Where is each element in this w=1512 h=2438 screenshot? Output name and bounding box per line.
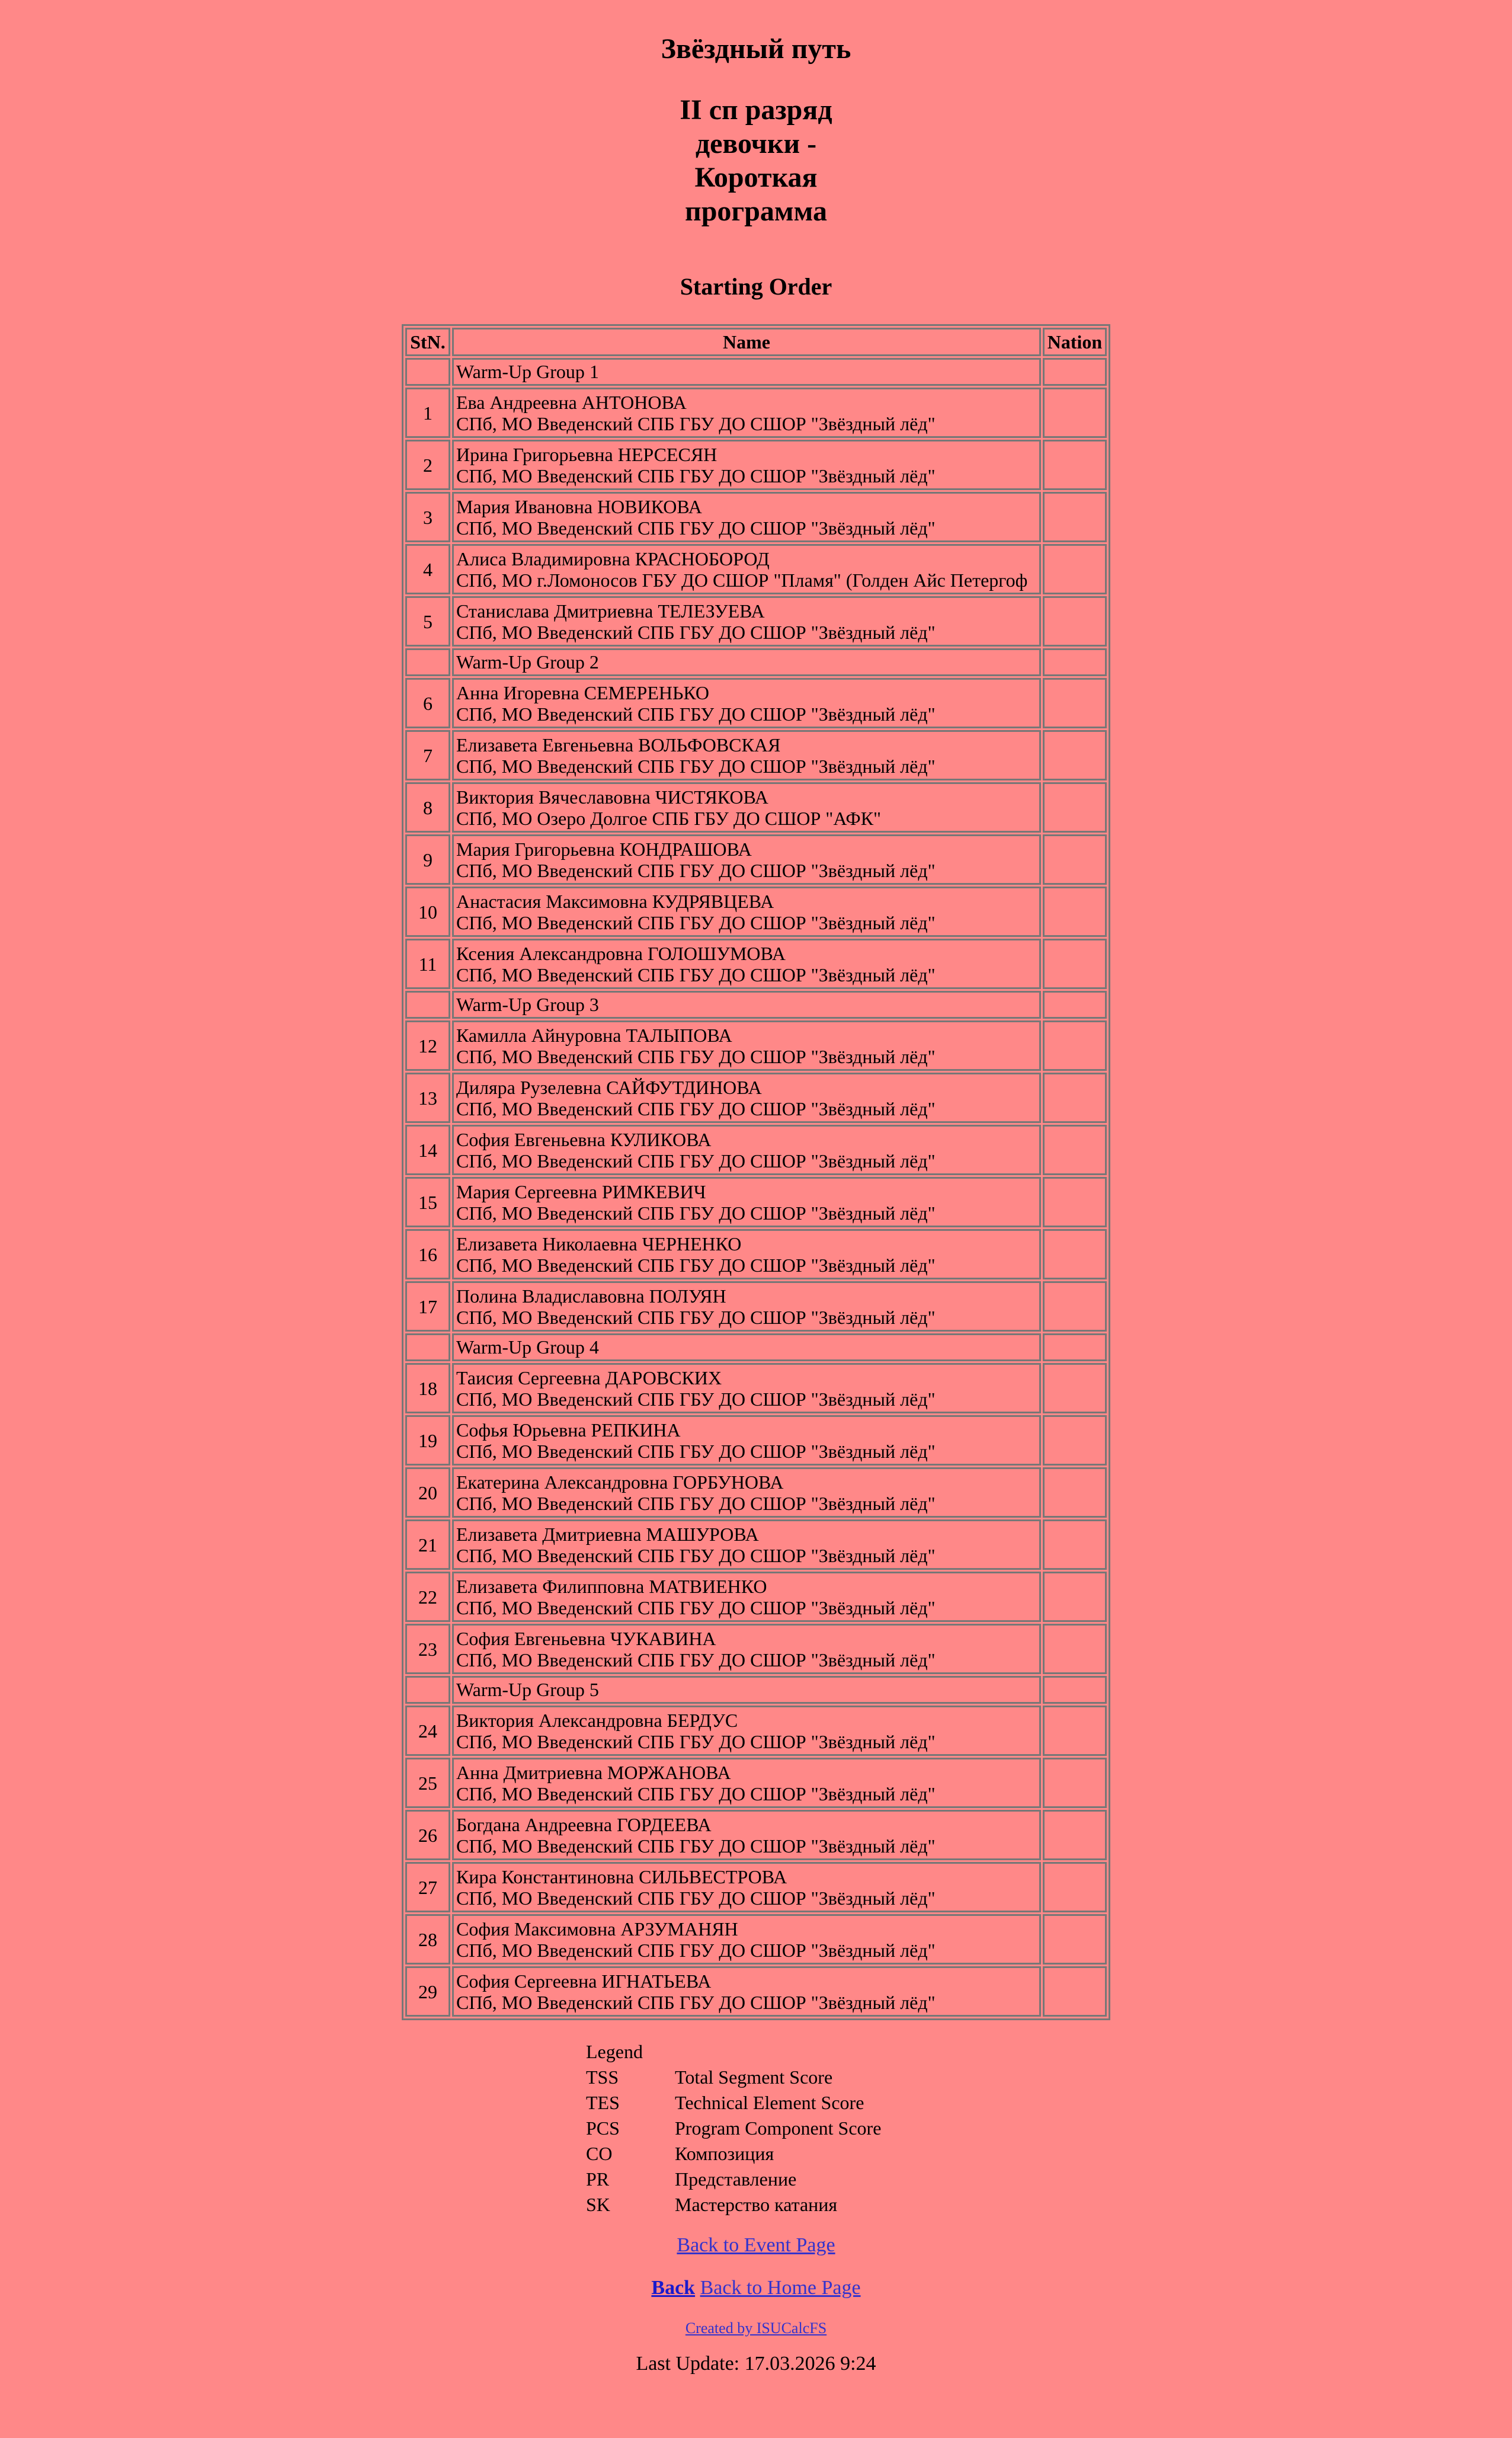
skater-club: СПб, МО Введенский СПБ ГБУ ДО СШОР "Звёздный лёд": [456, 1887, 936, 1909]
skater-name: Елизавета Филипповна МАТВИЕНКО: [456, 1575, 767, 1597]
nation-cell: [1043, 1966, 1107, 2017]
warmup-group-row: [405, 648, 1107, 676]
skater-cell: [452, 1914, 1041, 1965]
table-row: [405, 1624, 1107, 1674]
starting-number: 12: [405, 1020, 450, 1071]
table-row: [405, 782, 1107, 833]
skater-name: София Евгеньевна ЧУКАВИНА: [456, 1627, 716, 1649]
skater-name: София Евгеньевна КУЛИКОВА: [456, 1128, 712, 1150]
nation-cell: [1043, 1281, 1107, 1332]
table-row: [405, 1363, 1107, 1413]
skater-club: СПб, МО Введенский СПБ ГБУ ДО СШОР "Звёздный лёд": [456, 1649, 936, 1671]
skater-cell: [452, 1572, 1041, 1622]
skater-name: Мария Григорьевна КОНДРАШОВА: [456, 838, 752, 860]
nation-cell: [1043, 1125, 1107, 1175]
starting-number: 8: [405, 782, 450, 833]
skater-cell: [452, 1363, 1041, 1413]
skater-name: София Сергеевна ИГНАТЬЕВА: [456, 1970, 712, 1992]
warmup-group-row: [405, 1333, 1107, 1361]
table-row: [405, 1914, 1107, 1965]
starting-number: 17: [405, 1281, 450, 1332]
table-row: [405, 492, 1107, 542]
legend-desc: Представление: [675, 2168, 797, 2190]
skater-name: Анастасия Максимовна КУДРЯВЦЕВА: [456, 890, 774, 912]
table-row: [405, 544, 1107, 594]
skater-name: Ирина Григорьевна НЕРСЕСЯН: [456, 443, 717, 465]
skater-cell: [452, 544, 1041, 594]
skater-name: Анна Игоревна СЕМЕРЕНЬКО: [456, 682, 710, 703]
table-row: [405, 1415, 1107, 1466]
skater-club: СПб, МО Введенский СПБ ГБУ ДО СШОР "Звёздный лёд": [456, 755, 936, 777]
starting-order-table: [402, 324, 1110, 2020]
skater-name: Виктория Александровна БЕРДУС: [456, 1709, 738, 1731]
header-stn: StN.: [405, 328, 450, 356]
starting-number: 21: [405, 1519, 450, 1570]
last-update: Last Update: 17.03.2026 9:24: [636, 2353, 876, 2375]
skater-club: СПб, МО Введенский СПБ ГБУ ДО СШОР "Звёздный лёд": [456, 1098, 936, 1119]
legend-item: [586, 2090, 894, 2116]
event-title: Звёздный путь: [661, 33, 851, 65]
starting-number: 28: [405, 1914, 450, 1965]
skater-cell: [452, 596, 1041, 647]
skater-name: Диляра Рузелевна САЙФУТДИНОВА: [456, 1076, 762, 1098]
starting-number: 18: [405, 1363, 450, 1413]
group-nation-cell: [1043, 648, 1107, 676]
skater-name: Станислава Дмитриевна ТЕЛЕЗУЕВА: [456, 600, 765, 622]
group-label: Warm-Up Group 1: [452, 358, 1041, 386]
table-row: [405, 834, 1107, 885]
starting-number: 16: [405, 1229, 450, 1279]
skater-cell: [452, 1020, 1041, 1071]
starting-number: 11: [405, 939, 450, 989]
skater-cell: [452, 1415, 1041, 1466]
nation-cell: [1043, 1177, 1107, 1227]
skater-name: Елизавета Николаевна ЧЕРНЕНКО: [456, 1233, 742, 1255]
skater-club: СПб, МО Введенский СПБ ГБУ ДО СШОР "Звёздный лёд": [456, 1150, 936, 1172]
group-nation-cell: [1043, 358, 1107, 386]
legend-abbr: PR: [586, 2168, 610, 2190]
starting-number: 22: [405, 1572, 450, 1622]
legend-item: [586, 2192, 894, 2218]
table-row: [405, 1810, 1107, 1860]
skater-name: София Максимовна АРЗУМАНЯН: [456, 1918, 738, 1940]
starting-number: 19: [405, 1415, 450, 1466]
skater-club: СПб, МО Введенский СПБ ГБУ ДО СШОР "Звёздный лёд": [456, 964, 936, 986]
table-row: [405, 1229, 1107, 1279]
nation-cell: [1043, 1519, 1107, 1570]
group-label: Warm-Up Group 4: [452, 1333, 1041, 1361]
nation-cell: [1043, 1363, 1107, 1413]
table-row: [405, 1862, 1107, 1912]
skater-club: СПб, МО Введенский СПБ ГБУ ДО СШОР "Звёздный лёд": [456, 1440, 936, 1462]
group-label: Warm-Up Group 2: [452, 648, 1041, 676]
skater-cell: [452, 440, 1041, 490]
warmup-group-row: [405, 1676, 1107, 1704]
table-row: [405, 678, 1107, 728]
nation-cell: [1043, 782, 1107, 833]
skater-club: СПб, МО Введенский СПБ ГБУ ДО СШОР "Звёздный лёд": [456, 911, 936, 933]
nation-cell: [1043, 440, 1107, 490]
skater-club: СПб, МО Введенский СПБ ГБУ ДО СШОР "Звёздный лёд": [456, 1045, 936, 1067]
starting-number: 7: [405, 730, 450, 780]
skater-cell: [452, 939, 1041, 989]
starting-number: 25: [405, 1758, 450, 1808]
table-row: [405, 596, 1107, 647]
nation-cell: [1043, 887, 1107, 937]
starting-number: 6: [405, 678, 450, 728]
skater-name: Полина Владиславовна ПОЛУЯН: [456, 1285, 726, 1307]
nation-cell: [1043, 1758, 1107, 1808]
created-by-row: [0, 2319, 1512, 2337]
table-row: [405, 730, 1107, 780]
skater-club: СПб, МО Введенский СПБ ГБУ ДО СШОР "Звёздный лёд": [456, 1254, 936, 1276]
skater-name: Алиса Владимировна КРАСНОБОРОД: [456, 548, 770, 569]
nation-cell: [1043, 1862, 1107, 1912]
starting-number: 5: [405, 596, 450, 647]
skater-name: Ксения Александровна ГОЛОШУМОВА: [456, 942, 786, 964]
nation-cell: [1043, 730, 1107, 780]
warmup-group-row: [405, 358, 1107, 386]
skater-name: Елизавета Дмитриевна МАШУРОВА: [456, 1523, 759, 1545]
skater-club: СПб, МО Введенский СПБ ГБУ ДО СШОР "Звёздный лёд": [456, 465, 936, 487]
legend-desc: Program Component Score: [675, 2117, 882, 2139]
skater-club: СПб, МО Введенский СПБ ГБУ ДО СШОР "Звёздный лёд": [456, 1492, 936, 1514]
legend-title: Legend: [586, 2041, 643, 2062]
skater-name: Таисия Сергеевна ДАРОВСКИХ: [456, 1367, 722, 1388]
header-name: Name: [452, 328, 1041, 356]
legend: [586, 2039, 894, 2218]
starting-number: 1: [405, 388, 450, 438]
nation-cell: [1043, 1467, 1107, 1518]
nation-cell: [1043, 834, 1107, 885]
skater-cell: [452, 1624, 1041, 1674]
legend-item: [586, 2167, 894, 2192]
skater-club: СПб, МО Введенский СПБ ГБУ ДО СШОР "Звёздный лёд": [456, 1388, 936, 1410]
nation-cell: [1043, 544, 1107, 594]
skater-cell: [452, 834, 1041, 885]
table-row: [405, 1706, 1107, 1756]
group-stn-cell: [405, 358, 450, 386]
legend-item: [586, 2065, 894, 2090]
skater-cell: [452, 678, 1041, 728]
nation-cell: [1043, 1020, 1107, 1071]
starting-number: 26: [405, 1810, 450, 1860]
nation-cell: [1043, 1706, 1107, 1756]
starting-number: 4: [405, 544, 450, 594]
skater-club: СПб, МО Введенский СПБ ГБУ ДО СШОР "Звёздный лёд": [456, 859, 936, 881]
nation-cell: [1043, 1572, 1107, 1622]
nation-cell: [1043, 492, 1107, 542]
starting-number: 9: [405, 834, 450, 885]
table-row: [405, 1125, 1107, 1175]
skater-cell: [452, 1758, 1041, 1808]
skater-club: СПб, МО Введенский СПБ ГБУ ДО СШОР "Звёздный лёд": [456, 1596, 936, 1618]
starting-number: 29: [405, 1966, 450, 2017]
skater-name: Ева Андреевна АНТОНОВА: [456, 391, 687, 413]
skater-club: СПб, МО Введенский СПБ ГБУ ДО СШОР "Звёздный лёд": [456, 1835, 936, 1857]
skater-cell: [452, 1862, 1041, 1912]
legend-abbr: CO: [586, 2143, 613, 2164]
legend-abbr: SK: [586, 2194, 610, 2215]
starting-number: 20: [405, 1467, 450, 1518]
group-nation-cell: [1043, 991, 1107, 1019]
starting-number: 13: [405, 1073, 450, 1123]
skater-club: СПб, МО Введенский СПБ ГБУ ДО СШОР "Звёздный лёд": [456, 517, 936, 539]
starting-number: 3: [405, 492, 450, 542]
table-row: [405, 887, 1107, 937]
skater-club: СПб, МО Введенский СПБ ГБУ ДО СШОР "Звёздный лёд": [456, 1306, 936, 1328]
starting-number: 15: [405, 1177, 450, 1227]
group-stn-cell: [405, 1333, 450, 1361]
skater-cell: [452, 782, 1041, 833]
group-label: Warm-Up Group 3: [452, 991, 1041, 1019]
starting-number: 24: [405, 1706, 450, 1756]
nation-cell: [1043, 596, 1107, 647]
group-nation-cell: [1043, 1333, 1107, 1361]
skater-cell: [452, 1706, 1041, 1756]
segment-title: II сп разряд девочки - Короткая программа: [680, 94, 832, 227]
skater-cell: [452, 1177, 1041, 1227]
back-link[interactable]: Back: [651, 2277, 696, 2299]
table-row: [405, 1519, 1107, 1570]
starting-number: 23: [405, 1624, 450, 1674]
skater-cell: [452, 388, 1041, 438]
section-title: Starting Order: [680, 273, 832, 300]
table-row: [405, 1073, 1107, 1123]
skater-cell: [452, 1281, 1041, 1332]
table-row: [405, 1572, 1107, 1622]
skater-club: СПб, МО Введенский СПБ ГБУ ДО СШОР "Звёздный лёд": [456, 1544, 936, 1566]
nation-cell: [1043, 1624, 1107, 1674]
legend-abbr: PCS: [586, 2117, 620, 2139]
table-row: [405, 1281, 1107, 1332]
skater-club: СПб, МО Введенский СПБ ГБУ ДО СШОР "Звёздный лёд": [456, 1202, 936, 1224]
group-stn-cell: [405, 991, 450, 1019]
legend-desc: Total Segment Score: [675, 2066, 833, 2088]
skater-club: СПб, МО Озеро Долгое СПБ ГБУ ДО СШОР "АФК": [456, 807, 882, 829]
legend-item: [586, 2141, 894, 2167]
skater-cell: [452, 1073, 1041, 1123]
skater-name: Камилла Айнуровна ТАЛЫПОВА: [456, 1024, 732, 1046]
created-by-link[interactable]: Created by ISUCalcFS: [685, 2319, 827, 2337]
skater-name: Виктория Вячеславовна ЧИСТЯКОВА: [456, 786, 768, 808]
skater-cell: [452, 1125, 1041, 1175]
skater-name: Елизавета Евгеньевна ВОЛЬФОВСКАЯ: [456, 734, 781, 756]
starting-number: 27: [405, 1862, 450, 1912]
starting-number: 2: [405, 440, 450, 490]
skater-club: СПб, МО Введенский СПБ ГБУ ДО СШОР "Звёздный лёд": [456, 1991, 936, 2013]
group-stn-cell: [405, 1676, 450, 1704]
table-row: [405, 388, 1107, 438]
skater-club: СПб, МО Введенский СПБ ГБУ ДО СШОР "Звёздный лёд": [456, 412, 936, 434]
skater-cell: [452, 887, 1041, 937]
skater-cell: [452, 1229, 1041, 1279]
group-stn-cell: [405, 648, 450, 676]
table-body: [405, 358, 1107, 2017]
table-row: [405, 440, 1107, 490]
legend-items: [586, 2065, 894, 2218]
back-to-home-link[interactable]: Back to Home Page: [700, 2277, 861, 2299]
back-home-row: [0, 2277, 1512, 2299]
skater-club: СПб, МО г.Ломоносов ГБУ ДО СШОР "Пламя" (Голден Айс Петергоф: [456, 569, 1028, 591]
skater-cell: [452, 1519, 1041, 1570]
skater-cell: [452, 1966, 1041, 2017]
nation-cell: [1043, 388, 1107, 438]
table-row: [405, 1758, 1107, 1808]
skater-name: Богдана Андреевна ГОРДЕЕВА: [456, 1813, 712, 1835]
nation-cell: [1043, 1415, 1107, 1466]
group-label: Warm-Up Group 5: [452, 1676, 1041, 1704]
nation-cell: [1043, 939, 1107, 989]
nation-cell: [1043, 1073, 1107, 1123]
nation-cell: [1043, 678, 1107, 728]
warmup-group-row: [405, 991, 1107, 1019]
header-nation: Nation: [1043, 328, 1107, 356]
starting-number: 14: [405, 1125, 450, 1175]
table-header-row: [405, 328, 1107, 356]
back-event-row: [0, 2234, 1512, 2257]
skater-cell: [452, 730, 1041, 780]
table-row: [405, 1020, 1107, 1071]
skater-name: Софья Юрьевна РЕПКИНА: [456, 1419, 681, 1441]
skater-name: Екатерина Александровна ГОРБУНОВА: [456, 1471, 784, 1493]
nation-cell: [1043, 1810, 1107, 1860]
skater-club: СПб, МО Введенский СПБ ГБУ ДО СШОР "Звёздный лёд": [456, 1939, 936, 1961]
skater-club: СПб, МО Введенский СПБ ГБУ ДО СШОР "Звёздный лёд": [456, 1783, 936, 1804]
legend-desc: Technical Element Score: [675, 2092, 864, 2113]
skater-name: Мария Сергеевна РИМКЕВИЧ: [456, 1180, 706, 1202]
starting-number: 10: [405, 887, 450, 937]
skater-cell: [452, 1467, 1041, 1518]
skater-club: СПб, МО Введенский СПБ ГБУ ДО СШОР "Звёздный лёд": [456, 1730, 936, 1752]
skater-club: СПб, МО Введенский СПБ ГБУ ДО СШОР "Звёздный лёд": [456, 621, 936, 643]
nation-cell: [1043, 1229, 1107, 1279]
skater-cell: [452, 492, 1041, 542]
skater-club: СПб, МО Введенский СПБ ГБУ ДО СШОР "Звёздный лёд": [456, 703, 936, 725]
legend-item: [586, 2116, 894, 2141]
legend-abbr: TES: [586, 2092, 620, 2113]
skater-name: Мария Ивановна НОВИКОВА: [456, 495, 702, 517]
table-row: [405, 1177, 1107, 1227]
legend-desc: Композиция: [675, 2143, 774, 2164]
table-row: [405, 939, 1107, 989]
legend-desc: Мастерство катания: [675, 2194, 838, 2215]
skater-name: Кира Константиновна СИЛЬВЕСТРОВА: [456, 1866, 787, 1887]
table-row: [405, 1467, 1107, 1518]
skater-cell: [452, 1810, 1041, 1860]
skater-name: Анна Дмитриевна МОРЖАНОВА: [456, 1761, 731, 1783]
group-nation-cell: [1043, 1676, 1107, 1704]
table-row: [405, 1966, 1107, 2017]
back-to-event-link[interactable]: Back to Event Page: [677, 2234, 835, 2256]
legend-abbr: TSS: [586, 2066, 619, 2088]
nation-cell: [1043, 1914, 1107, 1965]
